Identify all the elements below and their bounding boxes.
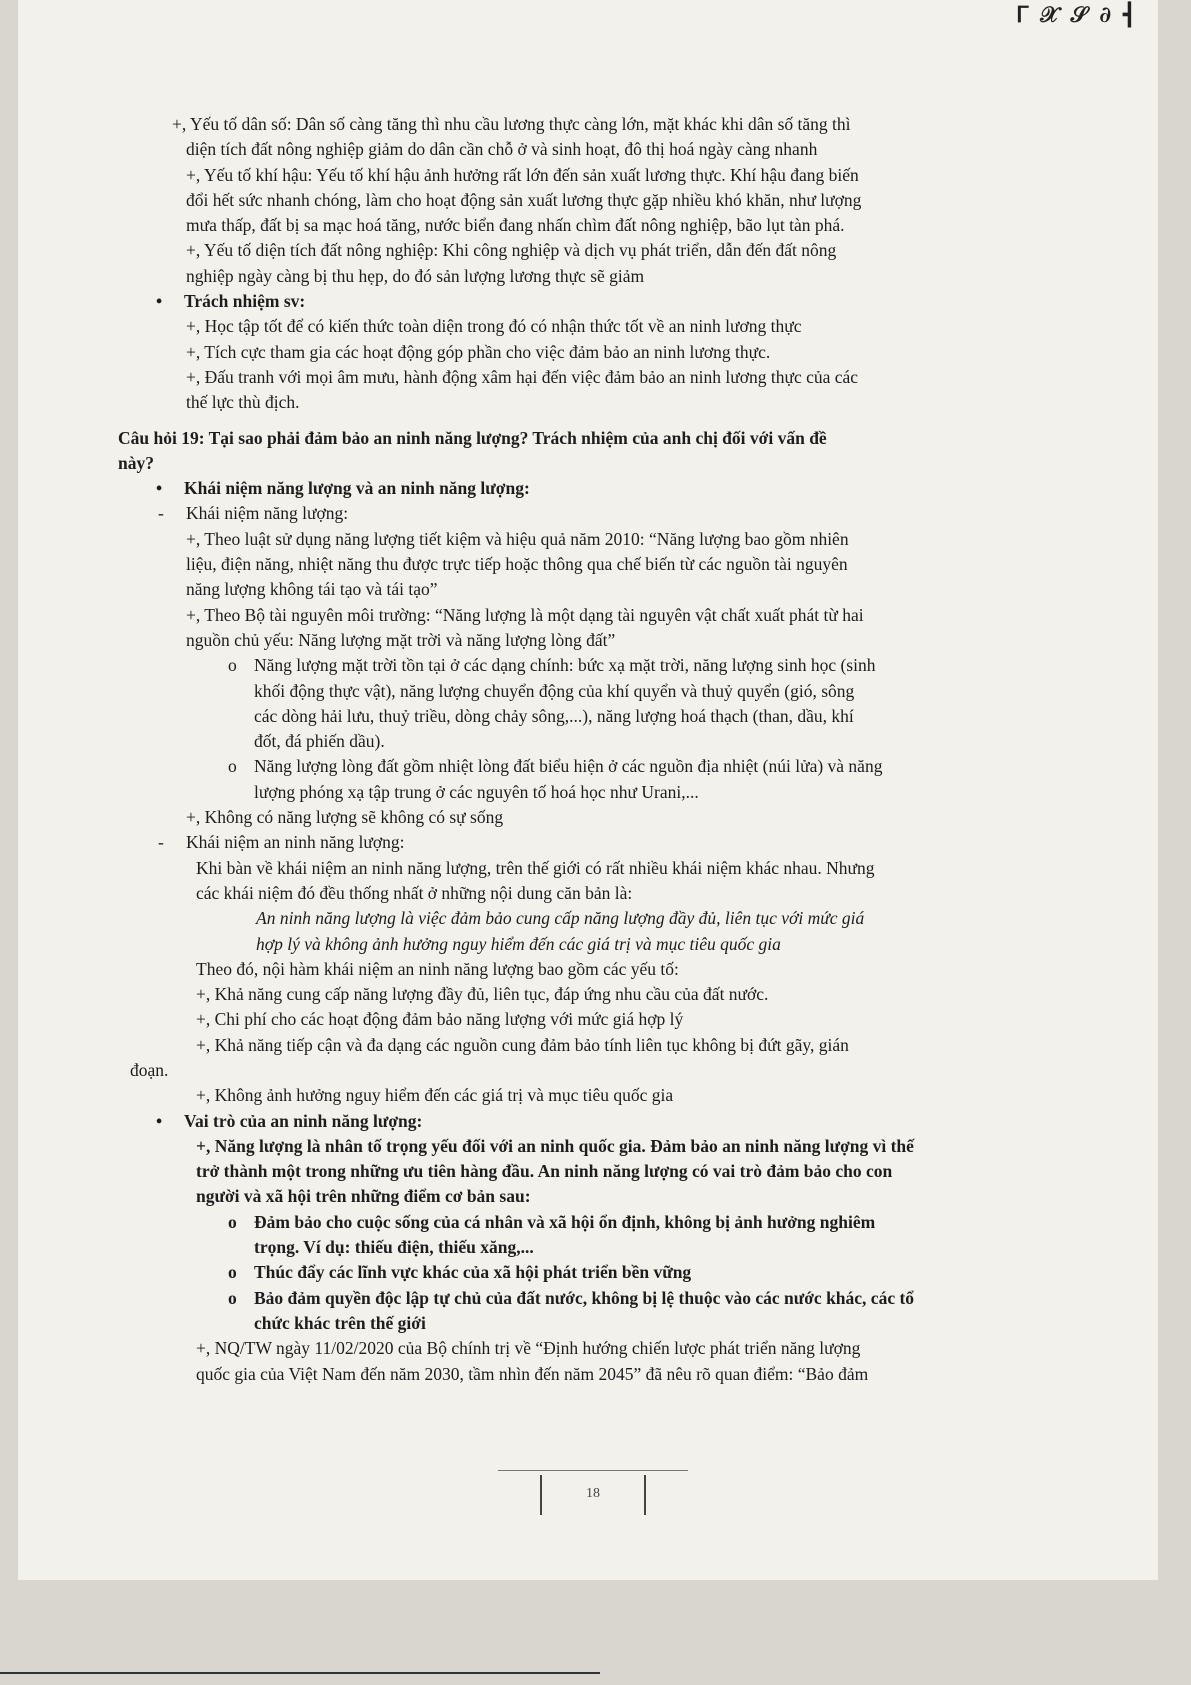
question-heading-cont: này?: [118, 452, 154, 473]
text-line: đốt, đá phiến dầu).: [254, 731, 385, 752]
circle-bullet-item: o Năng lượng mặt trời tồn tại ở các dạng chính: bức xạ mặt trời, năng lượng sinh học (sinh: [118, 653, 1078, 678]
text-line: +, Tích cực tham gia các hoạt động góp phần cho việc đảm bảo an ninh lương thực.: [186, 341, 771, 362]
text-line: Theo đó, nội hàm khái niệm an ninh năng lượng bao gồm các yếu tố:: [196, 958, 679, 979]
circle-bullet-item: o Năng lượng lòng đất gồm nhiệt lòng đất biểu hiện ở các nguồn địa nhiệt (núi lửa) và năng: [118, 754, 1078, 779]
subsection-heading: - Khái niệm an ninh năng lượng:: [118, 830, 1078, 855]
text-line: chức khác trên thế giới: [254, 1312, 426, 1333]
text-line: +, Theo luật sử dụng năng lượng tiết kiệm và hiệu quả năm 2010: “Năng lượng bao gồm nhiên: [186, 528, 849, 549]
text-line: +, Yếu tố khí hậu: Yếu tố khí hậu ảnh hưởng rất lớn đến sản xuất lương thực. Khí hậu đang biến: [186, 164, 859, 185]
scan-edge-rule: [0, 1672, 600, 1674]
section-heading: • Vai trò của an ninh năng lượng:: [118, 1109, 1078, 1134]
text-line: +, Yếu tố diện tích đất nông nghiệp: Khi công nghiệp và dịch vụ phát triển, dẫn đến đất nông: [186, 240, 837, 261]
text-line: lượng phóng xạ tập trung ở các nguyên tố hoá học như Urani,...: [254, 781, 699, 802]
text-line: mưa thấp, đất bị sa mạc hoá tăng, nước biển đang nhấn chìm đất nông nghiệp, bão lụt tàn phá.: [186, 215, 845, 236]
text-line: đoạn.: [130, 1059, 169, 1080]
definition-quote: hợp lý và không ảnh hưởng nguy hiểm đến các giá trị và mục tiêu quốc gia: [256, 933, 781, 954]
text-line: diện tích đất nông nghiệp giảm do dân cần chỗ ở và sinh hoạt, đô thị hoá ngày càng nhanh: [186, 139, 818, 160]
text-line: trở thành một trong những ưu tiên hàng đầu. An ninh năng lượng có vai trò đảm bảo cho con: [196, 1161, 893, 1182]
circle-bullet-item: o Bảo đảm quyền độc lập tự chủ của đất nước, không bị lệ thuộc vào các nước khác, các tổ: [118, 1286, 1078, 1311]
question-heading: Câu hỏi 19: Tại sao phải đảm bảo an ninh năng lượng? Trách nhiệm của anh chị đối với vấn đề: [118, 427, 827, 448]
page-number: 18: [498, 1470, 688, 1517]
text-line: +, Học tập tốt để có kiến thức toàn diện trong đó có nhận thức tốt về an ninh lương thực: [186, 316, 802, 337]
circle-bullet-item: o Đảm bảo cho cuộc sống của cá nhân và xã hội ổn định, không bị ảnh hưởng nghiêm: [118, 1210, 1078, 1235]
text-line: các dòng hải lưu, thuỷ triều, dòng chảy sông,...), năng lượng hoá thạch (than, dầu, khí: [254, 705, 854, 726]
text-line: +, Theo Bộ tài nguyên môi trường: “Năng lượng là một dạng tài nguyên vật chất xuất phát từ hai: [186, 604, 864, 625]
text-line: quốc gia của Việt Nam đến năm 2030, tầm nhìn đến năm 2045” đã nêu rõ quan điểm: “Bảo đảm: [196, 1363, 869, 1384]
text-line: +, Không ảnh hưởng nguy hiểm đến các giá trị và mục tiêu quốc gia: [196, 1085, 674, 1106]
text-line: +, Yếu tố dân số: Dân số càng tăng thì nhu cầu lương thực càng lớn, mặt khác khi dân số tăng thì: [172, 114, 851, 134]
text-line: +, Chi phí cho các hoạt động đảm bảo năng lượng với mức giá hợp lý: [196, 1009, 684, 1030]
text-line: trọng. Ví dụ: thiếu điện, thiếu xăng,...: [254, 1237, 534, 1258]
page-body: [118, 112, 1078, 1387]
text-line: nghiệp ngày càng bị thu hẹp, do đó sản lượng lương thực sẽ giảm: [186, 265, 645, 286]
text-line: thế lực thù địch.: [186, 392, 300, 413]
text-line: +, NQ/TW ngày 11/02/2020 của Bộ chính trị về “Định hướng chiến lược phát triển năng lượng: [196, 1338, 861, 1359]
corner-handwritten-mark: ᒥ 𝒳 𝒮 ∂ ┫: [1016, 2, 1138, 28]
text-line: liệu, điện năng, nhiệt năng thu được trực tiếp hoặc thông qua chế biến từ các nguồn tài nguyên: [186, 554, 848, 575]
text-line: người và xã hội trên những điểm cơ bản sau:: [196, 1186, 531, 1207]
text-line: Khi bàn về khái niệm an ninh năng lượng, trên thế giới có rất nhiều khái niệm khác nhau. Nhưng: [196, 857, 875, 878]
text-line: +, Năng lượng là nhân tố trọng yếu đối với an ninh quốc gia. Đảm bảo an ninh năng lượng vì thế: [196, 1135, 914, 1156]
section-heading: • Trách nhiệm sv:: [118, 289, 1078, 314]
section-heading: • Khái niệm năng lượng và an ninh năng lượng:: [118, 476, 1078, 501]
text-line: +, Đấu tranh với mọi âm mưu, hành động xâm hại đến việc đảm bảo an ninh lương thực của các: [186, 366, 859, 387]
text-line: nguồn chủ yếu: Năng lượng mặt trời và năng lượng lòng đất”: [186, 629, 616, 650]
text-line: năng lượng không tái tạo và tái tạo”: [186, 579, 438, 600]
text-line: đổi hết sức nhanh chóng, làm cho hoạt động sản xuất lương thực gặp nhiều khó khăn, như lượng: [186, 189, 862, 210]
circle-bullet-item: o Thúc đẩy các lĩnh vực khác của xã hội phát triển bền vững: [118, 1260, 1078, 1285]
text-line: +, Khả năng tiếp cận và đa dạng các nguồn cung đảm bảo tính liên tục không bị đứt gãy, gián: [196, 1034, 849, 1055]
text-line: các khái niệm đó đều thống nhất ở những nội dung căn bản là:: [196, 882, 633, 903]
text-line: khối động thực vật), năng lượng chuyển động của khí quyển và thuỷ quyển (gió, sông: [254, 680, 855, 701]
subsection-heading: - Khái niệm năng lượng:: [118, 501, 1078, 526]
text-line: +, Khả năng cung cấp năng lượng đầy đủ, liên tục, đáp ứng nhu cầu của đất nước.: [196, 984, 769, 1005]
document-page: [18, 0, 1158, 1580]
definition-quote: An ninh năng lượng là việc đảm bảo cung cấp năng lượng đầy đủ, liên tục với mức giá: [256, 908, 865, 929]
text-line: +, Không có năng lượng sẽ không có sự sống: [186, 807, 504, 828]
